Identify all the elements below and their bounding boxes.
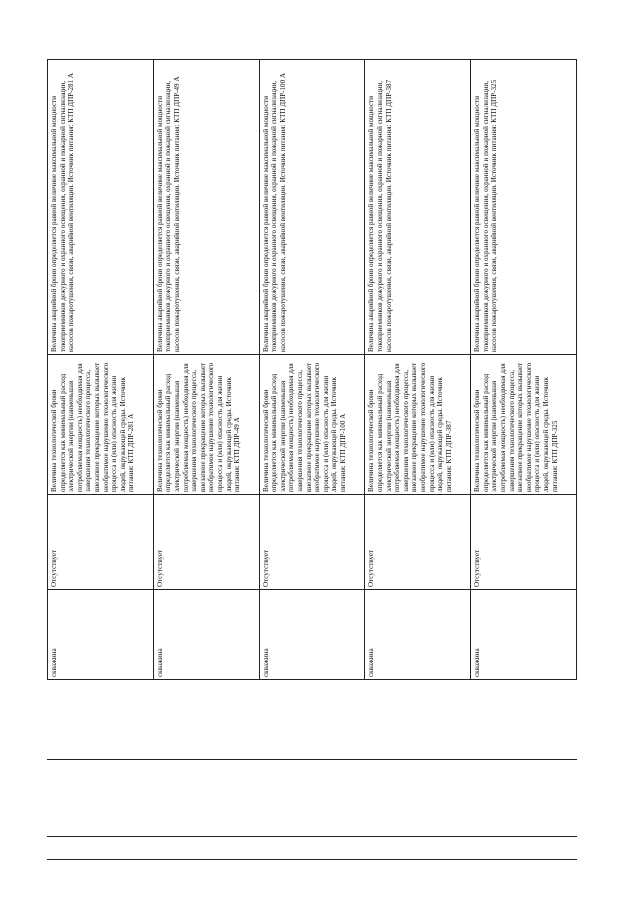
emergency-armor-cell: Величина технологической брони определяется как минимальный расход электрической энергии (наименьшая потребляемая мощность) необходимая для завершения технологического процесса, внезапное прекращение которых вызывает необратимое нарушение технологического процесса и (или) опасность для жизни людей, окружающей среды. Источник питания: КТП ДПР-325 [471, 355, 577, 495]
table-row [259, 60, 365, 680]
object-cell: скважина [48, 590, 154, 680]
object-cell: скважина [471, 590, 577, 680]
divider-line [47, 759, 577, 760]
rotated-table-container [47, 60, 577, 680]
table-row [48, 60, 154, 680]
table-row [153, 60, 259, 680]
object-cell: скважина [259, 590, 365, 680]
tech-armor-cell: Отсутствует [365, 495, 471, 590]
object-cell: скважина [365, 590, 471, 680]
notes-cell: Величина аварийной брони определяется равной величине максимальной мощности токоприемников дежурного и охранного освещения, охранной и пожарной сигнализации, насосов пожаротушения, связи, аварийной вентиляции. Источник питания: КТП ДПР-387 [365, 60, 471, 355]
table-row [365, 60, 471, 680]
notes-cell: Величина аварийной брони определяется равной величине максимальной мощности токоприемников дежурного и охранного освещения, охранной и пожарной сигнализации, насосов пожаротушения, связи, аварийной вентиляции. Источник питания: КТП ДПР-100 А [259, 60, 365, 355]
object-cell: скважина [153, 590, 259, 680]
emergency-armor-cell: Величина технологической брони определяется как минимальный расход электрической энергии (наименьшая потребляемая мощность) необходимая для завершения технологического процесса, внезапное прекращение которых вызывает необратимое нарушение технологического процесса и (или) опасность для жизни людей, окружающей среды. Источник питания: КТП ДПР-281 А [48, 355, 154, 495]
notes-cell: Величина аварийной брони определяется равной величине максимальной мощности токоприемников дежурного и охранного освещения, охранной и пожарной сигнализации, насосов пожаротушения, связи, аварийной вентиляции. Источник питания: КТП ДПР-325 [471, 60, 577, 355]
table-row [471, 60, 577, 680]
notes-cell: Величина аварийной брони определяется равной величине максимальной мощности токоприемников дежурного и охранного освещения, охранной и пожарной сигнализации, насосов пожаротушения, связи, аварийной вентиляции. Источник питания: КТП ДПР-281 А [48, 60, 154, 355]
divider-line [47, 859, 577, 860]
tech-armor-cell: Отсутствует [471, 495, 577, 590]
tech-armor-cell: Отсутствует [153, 495, 259, 590]
divider-line [47, 836, 577, 837]
armor-table [47, 59, 577, 680]
tech-armor-cell: Отсутствует [259, 495, 365, 590]
emergency-armor-cell: Величина технологической брони определяется как минимальный расход электрической энергии (наименьшая потребляемая мощность) необходимая для завершения технологического процесса, внезапное прекращение которых вызывает необратимое нарушение технологического процесса и (или) опасность для жизни людей, окружающей среды. Источник питания: КТП ДПР-49 А [153, 355, 259, 495]
notes-cell: Величина аварийной брони определяется равной величине максимальной мощности токоприемников дежурного и охранного освещения, охранной и пожарной сигнализации, насосов пожаротушения, связи, аварийной вентиляции. Источник питания: КТП ДПР-49 А [153, 60, 259, 355]
emergency-armor-cell: Величина технологической брони определяется как минимальный расход электрической энергии (наименьшая потребляемая мощность) необходимая для завершения технологического процесса, внезапное прекращение которых вызывает необратимое нарушение технологического процесса и (или) опасность для жизни людей, окружающей среды. Источник питания: КТП ДПР-387 [365, 355, 471, 495]
emergency-armor-cell: Величина технологической брони определяется как минимальный расход электрической энергии (наименьшая потребляемая мощность) необходимая для завершения технологического процесса, внезапное прекращение которых вызывает необратимое нарушение технологического процесса и (или) опасность для жизни людей, окружающей среды. Источник питания: КТП ДПР-100 А [259, 355, 365, 495]
tech-armor-cell: Отсутствует [48, 495, 154, 590]
